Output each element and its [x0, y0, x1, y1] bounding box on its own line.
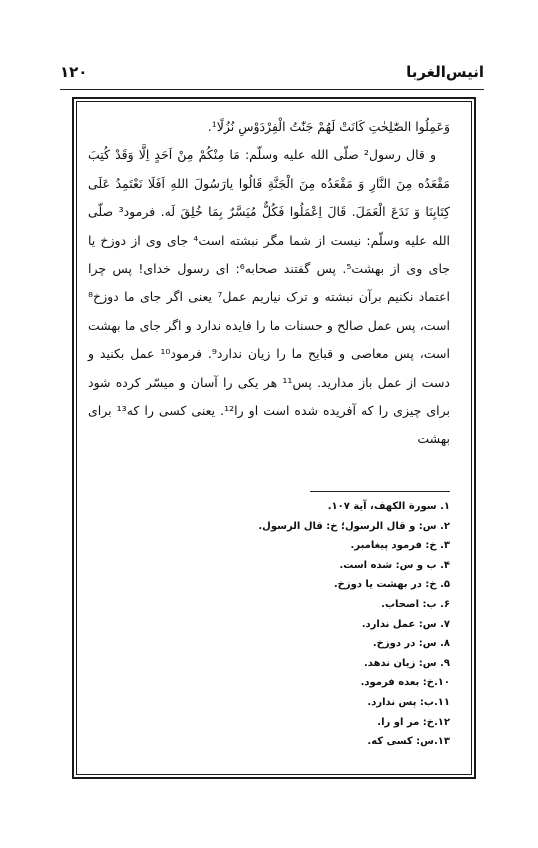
footnote-3: ۳. خ: فرمود پیغامبر. [350, 540, 450, 552]
footnote-12: ۱۲.خ: مر او را. [377, 716, 450, 728]
body-paragraph: و قال رسول² صلّی الله علیه وسلّم: مَا مِنْكُمْ مِنْ اَحَدٍ اِلَّا وَقَدْ كُتِبَ مَقْعَدُه مِنَ النَّارِ وَ مَقْعَدُه مِنَ الْجَنَّةِ قَالُوا یارَسُولَ اللهِ اَفَلَا نَعْتَمِدُ عَلَی كِتَابِنَا وَ نَدَعَ الْعَمَلَ. قَالَ اِعْمَلُوا فَكُلٌّ مُیَسَّرٌ بِمَا خُلِقَ لَه. فرمود³ صلّی الله علیه وسلّم: نیست از شما مگر نبشته است⁴ جای وی از دوزخ یا جای وی از بهشت⁵. پس گفتند صحابه⁶: ای رسول خدای! پس چرا اعتماد نکنیم برآن نبشته و ترک نیاریم عمل⁷ یعنی اگر جای ما دوزخ⁸ است، پس عمل صالح و حسنات ما را فایده ندارد و اگر جای ما بهشت است، پس معاصی و قبایح ما را زیان ندارد⁹. فرمود¹⁰ عمل بکنید و دست از عمل باز مدارید. پس¹¹ هر یکی را آسان و میسّر کرده شود برای چیزی را که آفریده شده است او را¹². یعنی کسی را که¹³ برای بهشت [88, 147, 451, 447]
footnote-11: ۱۱.ب: پس ندارد. [367, 696, 450, 708]
footnote-10: ۱۰.خ: بعده فرمود. [360, 677, 450, 689]
footnote-9: ۹. س: زیان ندهد. [364, 657, 450, 669]
footnote-rule [310, 491, 450, 492]
footnote-5: ۵. خ: در بهشت یا دوزخ. [333, 579, 450, 591]
footnote-2: ۲. س: و قال الرسول؛ خ: قال الرسول. [258, 520, 450, 532]
body-text [88, 113, 450, 454]
footnotes [200, 497, 450, 752]
footnote-8: ۸. س: در دوزخ. [372, 638, 450, 650]
footnote-13: ۱۳.س: کسی که. [367, 736, 450, 748]
header-rule [60, 89, 484, 90]
page-number: ۱۲۰ [60, 63, 88, 81]
footnote-7: ۷. س: عمل ندارد. [361, 618, 450, 630]
footnote-4: ۴. ب و س: شده است. [339, 559, 450, 571]
footnote-6: ۶. ب: اصحاب. [381, 598, 450, 610]
quran-verse: وَعَمِلُوا الصّٰلِحٰتِ كَانَتْ لَهُمْ جَنّٰتُ الْفِرْدَوْسِ نُزُلًا¹. [207, 119, 450, 134]
page-header [60, 60, 484, 84]
footnote-1: ۱. سورة الكهف، آیة ۱۰۷. [327, 501, 450, 512]
book-title: انیس‌الغربا [406, 63, 484, 81]
